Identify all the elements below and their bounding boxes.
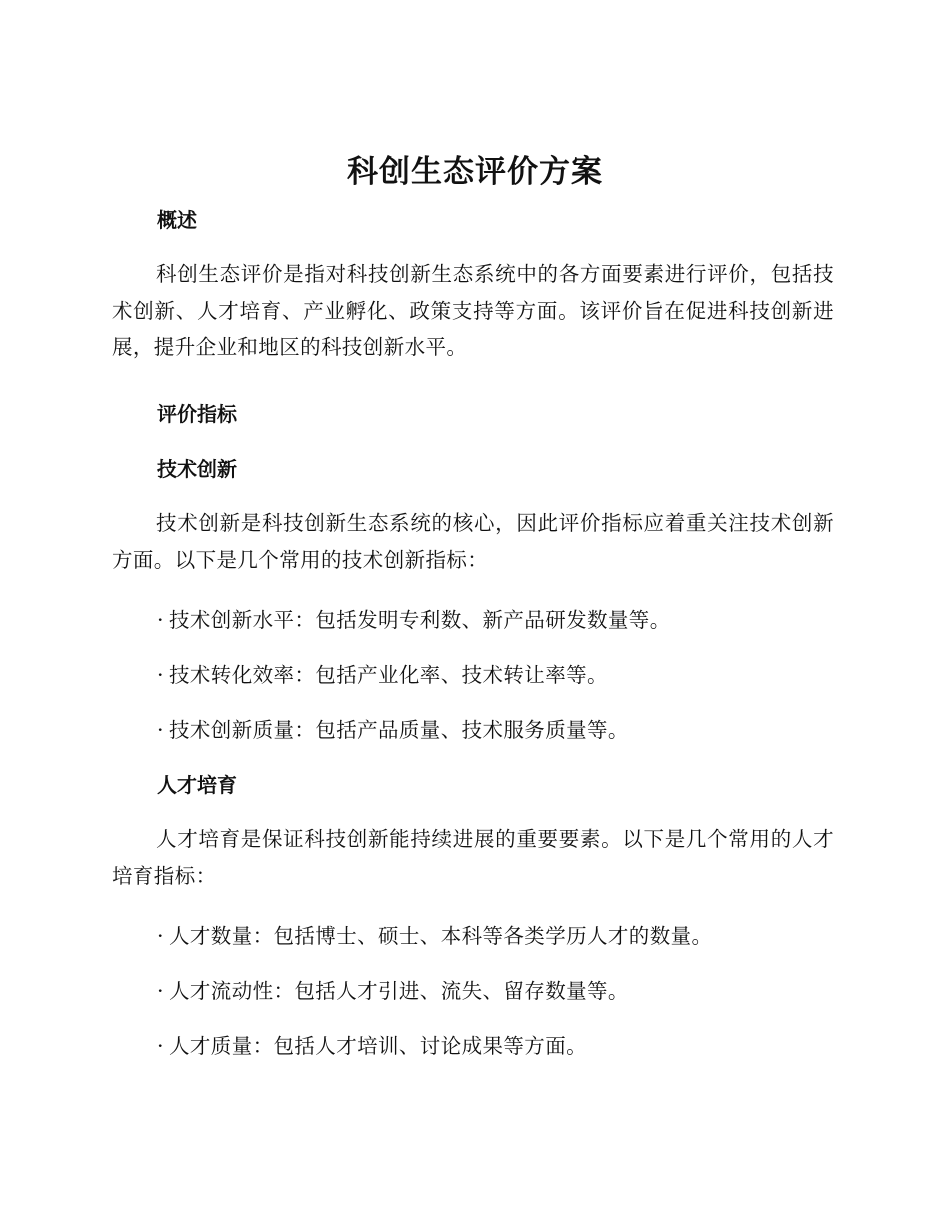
paragraph-talent: 人才培育是保证科技创新能持续进展的重要要素。以下是几个常用的人才培育指标： xyxy=(112,827,834,888)
bullet-icon: · xyxy=(157,608,164,632)
list-item xyxy=(157,605,671,635)
list-item xyxy=(157,1031,587,1061)
list-item xyxy=(157,715,629,745)
bullet-icon: · xyxy=(157,663,164,687)
list-item-text: 人才流动性：包括人才引进、流失、留存数量等。 xyxy=(169,979,629,1003)
paragraph-tech-innovation: 技术创新是科技创新生态系统的核心，因此评价指标应着重关注技术创新方面。以下是几个常用的技术创新指标： xyxy=(112,511,834,572)
bullet-icon: · xyxy=(157,979,164,1003)
bullet-icon: · xyxy=(157,718,164,742)
list-item xyxy=(157,921,712,951)
list-item-text: 技术转化效率：包括产业化率、技术转让率等。 xyxy=(169,663,608,687)
bullet-icon: · xyxy=(157,1034,164,1058)
list-item-text: 技术创新质量：包括产品质量、技术服务质量等。 xyxy=(169,718,629,742)
list-item xyxy=(157,660,608,690)
list-item-text: 技术创新水平：包括发明专利数、新产品研发数量等。 xyxy=(169,608,671,632)
list-item-text: 人才质量：包括人才培训、讨论成果等方面。 xyxy=(169,1034,587,1058)
section-heading-tech-innovation: 技术创新 xyxy=(157,457,237,481)
section-heading-talent: 人才培育 xyxy=(157,773,237,797)
section-heading-indicators: 评价指标 xyxy=(157,402,237,426)
list-item-text: 人才数量：包括博士、硕士、本科等各类学历人才的数量。 xyxy=(169,924,713,948)
section-heading-overview: 概述 xyxy=(157,208,197,232)
document-title: 科创生态评价方案 xyxy=(347,154,603,190)
bullet-icon: · xyxy=(157,924,164,948)
paragraph-overview: 科创生态评价是指对科技创新生态系统中的各方面要素进行评价，包括技术创新、人才培育、产业孵化、政策支持等方面。该评价旨在促进科技创新进展，提升企业和地区的科技创新水平。 xyxy=(112,262,834,359)
list-item xyxy=(157,976,629,1006)
